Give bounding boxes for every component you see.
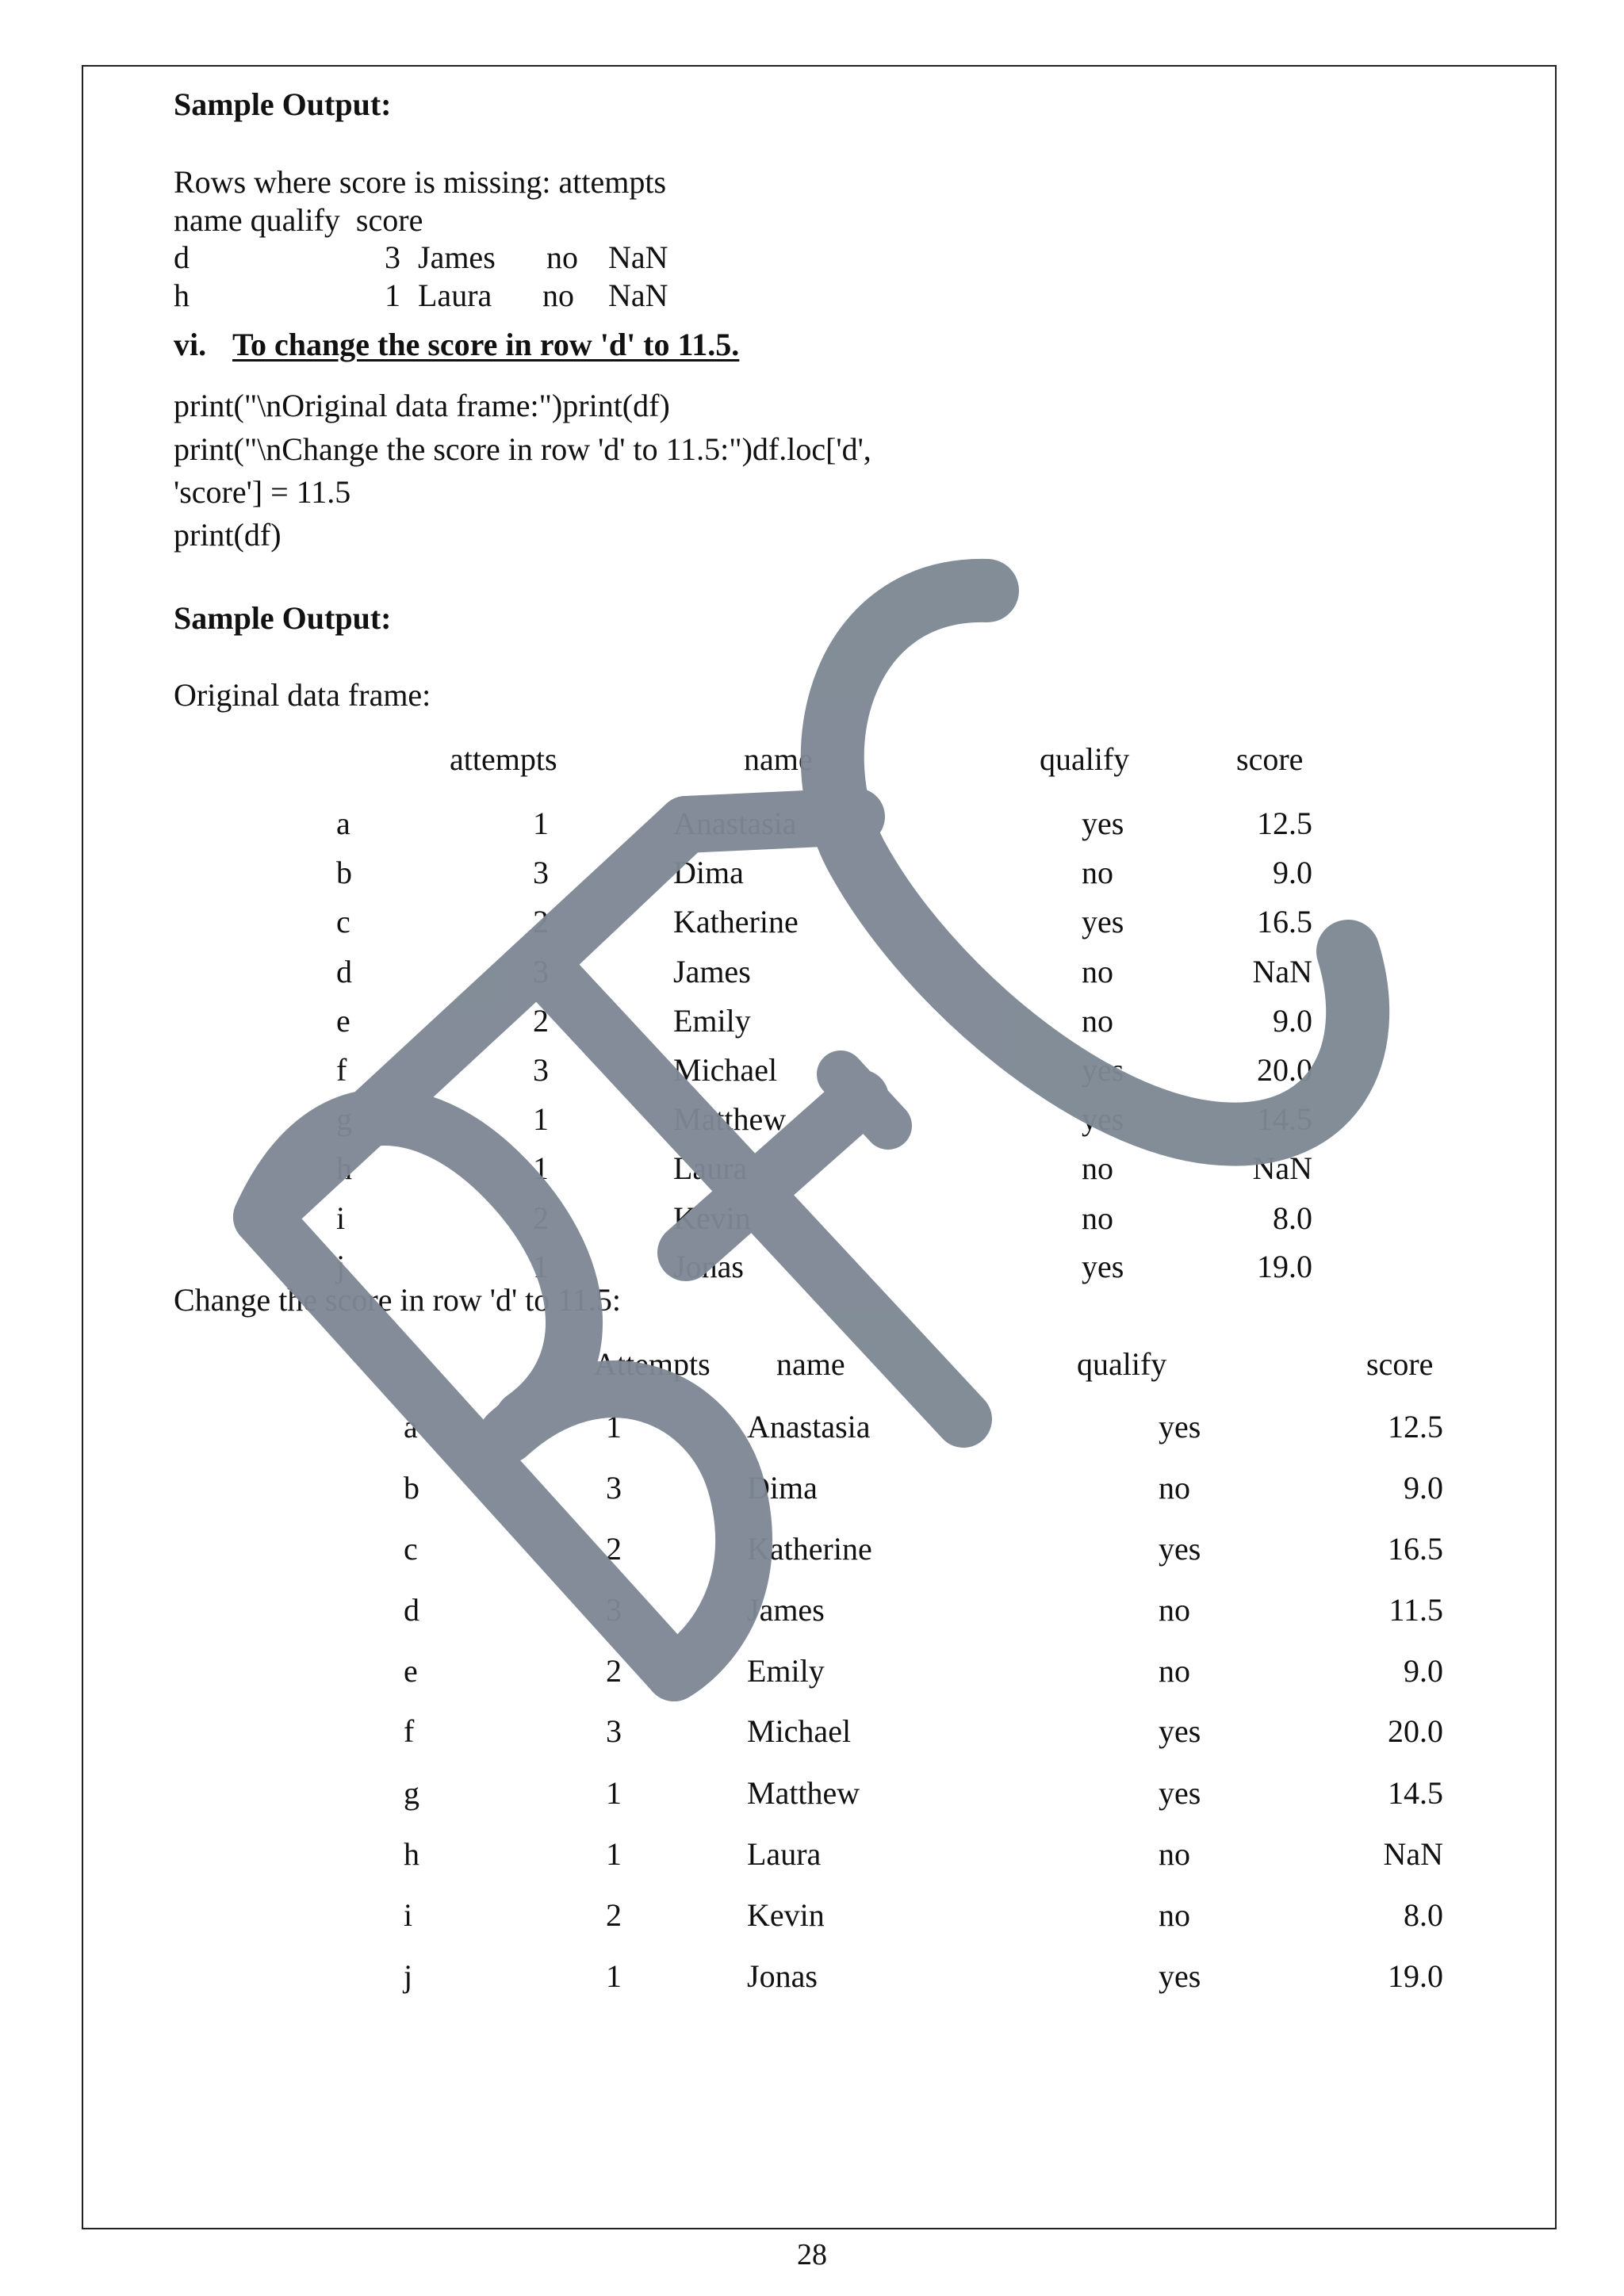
cell-name: Emily (673, 1003, 751, 1039)
cell-qualify: no (1082, 1150, 1113, 1186)
cell-score: 20.0 (1257, 1052, 1312, 1088)
cell-idx: a (404, 1409, 418, 1445)
cell-qualify: no (1082, 855, 1113, 890)
cell-qualify: yes (1082, 904, 1124, 939)
cell-attempts: 2 (606, 1531, 622, 1567)
code-line: 'score'] = 11.5 (174, 474, 351, 510)
sample-output-heading-2: Sample Output: (174, 600, 392, 636)
cell-idx: j (336, 1249, 346, 1284)
cell-qualify: no (1159, 1836, 1190, 1872)
cell-name: Anastasia (747, 1409, 871, 1445)
cell-idx: f (404, 1713, 415, 1749)
cell-attempts: 2 (606, 1653, 622, 1689)
code-line: print("\nChange the score in row 'd' to 11.5:")df.loc['d', (174, 431, 871, 467)
cell-idx: b (404, 1470, 419, 1506)
col-header-score: score (1236, 741, 1304, 777)
col-header-attempts: attempts (450, 741, 557, 777)
cell-attempts: 3 (533, 954, 549, 989)
cell-name: James (673, 954, 751, 989)
cell-qualify: yes (1159, 1958, 1201, 1994)
cell-qualify: no (1159, 1470, 1190, 1506)
missing-rows-intro: Rows where score is missing: attempts (174, 164, 667, 200)
row-index: h (174, 277, 190, 313)
cell-name: Katherine (673, 904, 799, 939)
cell-idx: c (336, 904, 350, 939)
cell-score: 9.0 (1273, 1003, 1312, 1039)
cell-name: Jonas (673, 1249, 744, 1284)
cell-name: Matthew (673, 1101, 787, 1137)
cell-score: 20.0 (1388, 1713, 1443, 1749)
cell-score: 16.5 (1257, 904, 1312, 939)
cell-name: Anastasia (673, 806, 797, 841)
cell-score: 16.5 (1388, 1531, 1443, 1567)
cell-qualify: yes (1159, 1775, 1201, 1811)
cell-idx: e (336, 1003, 350, 1039)
cell-attempts: 3 (606, 1470, 622, 1506)
cell-score: NaN (1252, 954, 1312, 989)
original-frame-caption: Original data frame: (174, 677, 431, 713)
cell-name: Michael (747, 1713, 852, 1749)
cell-idx: c (404, 1531, 418, 1567)
cell-idx: h (336, 1150, 352, 1186)
cell-attempts: 1 (533, 1249, 549, 1284)
cell-score: 8.0 (1404, 1897, 1443, 1933)
cell-qualify: yes (1159, 1531, 1201, 1567)
cell-idx: h (404, 1836, 419, 1872)
cell-score: 9.0 (1404, 1470, 1443, 1506)
col-header-name: name (744, 741, 813, 777)
col-header-qualify: qualify (1040, 741, 1130, 777)
cell-name: Laura (673, 1150, 748, 1186)
cell-idx: a (336, 806, 350, 841)
cell-idx: g (404, 1775, 419, 1811)
section-number: vi. (174, 327, 207, 362)
cell-attempts: 1 (606, 1409, 622, 1445)
cell-name: Emily (747, 1653, 825, 1689)
cell-idx: i (404, 1897, 413, 1933)
cell-qualify: no (1159, 1592, 1190, 1628)
cell-idx: i (336, 1200, 346, 1236)
cell-name: Laura (747, 1836, 822, 1872)
row-score: NaN (608, 277, 668, 313)
cell-score: 12.5 (1257, 806, 1312, 841)
cell-attempts: 3 (606, 1592, 622, 1628)
cell-score: 19.0 (1388, 1958, 1443, 1994)
cell-attempts: 3 (533, 1052, 549, 1088)
cell-idx: j (404, 1958, 413, 1994)
cell-name: Matthew (747, 1775, 860, 1811)
cell-score: NaN (1383, 1836, 1443, 1872)
cell-name: Jonas (747, 1958, 818, 1994)
cell-idx: e (404, 1653, 418, 1689)
row-name: James (418, 239, 496, 275)
cell-attempts: 1 (533, 1101, 549, 1137)
cell-attempts: 1 (533, 806, 549, 841)
cell-idx: b (336, 855, 352, 890)
cell-qualify: no (1082, 1003, 1113, 1039)
row-qualify: no (542, 277, 574, 313)
cell-name: Kevin (747, 1897, 825, 1933)
cell-qualify: yes (1159, 1713, 1201, 1749)
cell-score: 8.0 (1273, 1200, 1312, 1236)
row-score: NaN (608, 239, 668, 275)
cell-qualify: no (1159, 1653, 1190, 1689)
cell-name: Dima (673, 855, 744, 890)
cell-qualify: yes (1082, 806, 1124, 841)
cell-attempts: 1 (533, 1150, 549, 1186)
row-attempts: 1 (385, 277, 400, 313)
row-index: d (174, 239, 190, 275)
col-header-attempts: Attempts (594, 1346, 710, 1382)
missing-rows-header: name qualify score (174, 202, 423, 238)
cell-qualify: yes (1082, 1101, 1124, 1137)
cell-score: 9.0 (1273, 855, 1312, 890)
cell-attempts: 2 (606, 1897, 622, 1933)
cell-attempts: 2 (533, 904, 549, 939)
cell-attempts: 3 (533, 855, 549, 890)
cell-name: Kevin (673, 1200, 751, 1236)
cell-score: 12.5 (1388, 1409, 1443, 1445)
cell-score: 19.0 (1257, 1249, 1312, 1284)
section-title: To change the score in row 'd' to 11.5. (232, 327, 740, 362)
cell-name: James (747, 1592, 825, 1628)
cell-idx: d (336, 954, 352, 989)
cell-attempts: 2 (533, 1200, 549, 1236)
col-header-name: name (776, 1346, 845, 1382)
cell-attempts: 2 (533, 1003, 549, 1039)
cell-qualify: no (1159, 1897, 1190, 1933)
cell-score: 14.5 (1388, 1775, 1443, 1811)
cell-attempts: 1 (606, 1958, 622, 1994)
cell-score: NaN (1252, 1150, 1312, 1186)
cell-idx: d (404, 1592, 419, 1628)
cell-name: Katherine (747, 1531, 872, 1567)
cell-score: 9.0 (1404, 1653, 1443, 1689)
cell-qualify: no (1082, 954, 1113, 989)
cell-idx: f (336, 1052, 347, 1088)
cell-idx: g (336, 1101, 352, 1137)
cell-attempts: 1 (606, 1775, 622, 1811)
cell-qualify: yes (1082, 1249, 1124, 1284)
code-line: print(df) (174, 517, 282, 553)
col-header-score: score (1366, 1346, 1434, 1382)
cell-name: Michael (673, 1052, 778, 1088)
sample-output-heading-1: Sample Output: (174, 86, 392, 122)
cell-qualify: yes (1082, 1052, 1124, 1088)
row-name: Laura (418, 277, 492, 313)
cell-score: 11.5 (1388, 1592, 1443, 1628)
cell-score: 14.5 (1257, 1101, 1312, 1137)
row-attempts: 3 (385, 239, 400, 275)
cell-qualify: yes (1159, 1409, 1201, 1445)
col-header-qualify: qualify (1077, 1346, 1167, 1382)
cell-name: Dima (747, 1470, 818, 1506)
row-qualify: no (546, 239, 578, 275)
code-line: print("\nOriginal data frame:")print(df) (174, 388, 670, 423)
cell-attempts: 3 (606, 1713, 622, 1749)
cell-attempts: 1 (606, 1836, 622, 1872)
cell-qualify: no (1082, 1200, 1113, 1236)
page-number: 28 (797, 2238, 827, 2271)
changed-frame-caption: Change the score in row 'd' to 11.5: (174, 1282, 621, 1318)
